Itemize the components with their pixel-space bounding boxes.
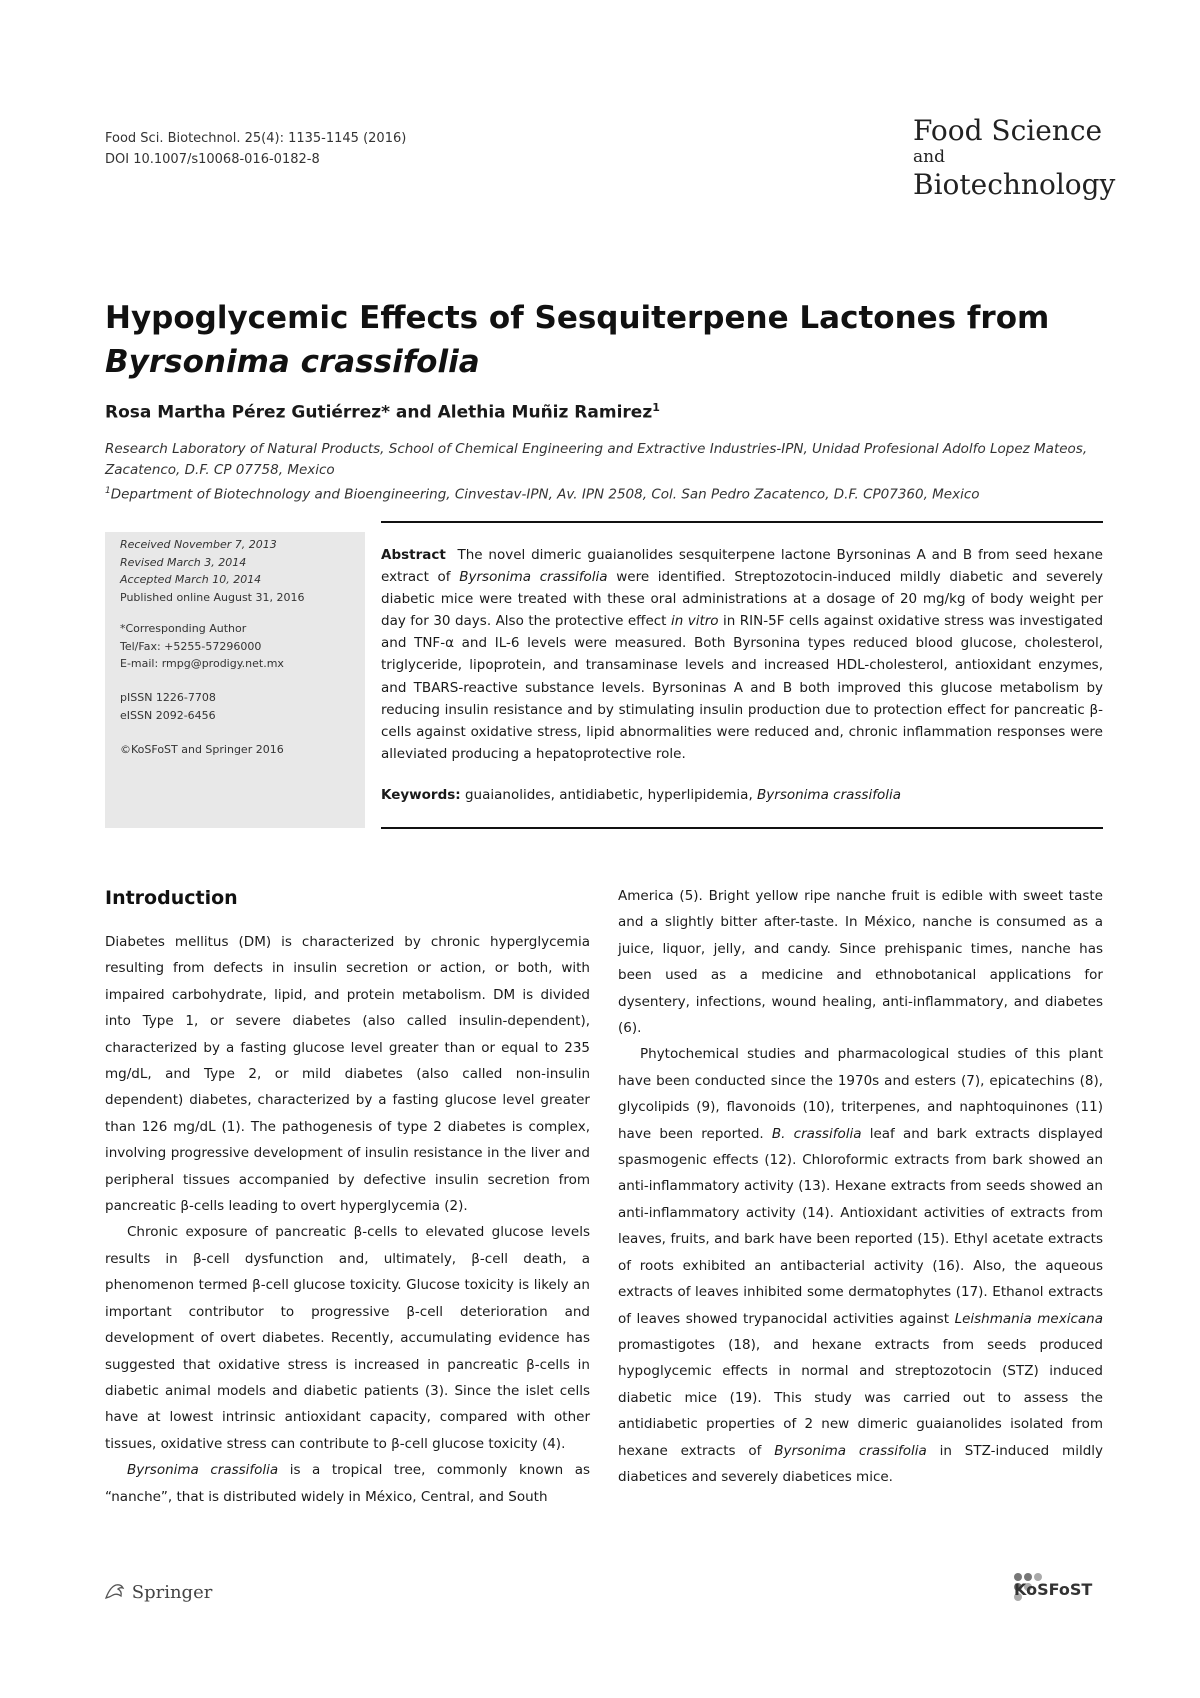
copyright: ©KoSFoST and Springer 2016 xyxy=(120,743,284,756)
affiliation-2-mark: 1 xyxy=(105,486,111,496)
history-block xyxy=(120,536,304,606)
author-list xyxy=(105,401,660,423)
affiliation-2 xyxy=(105,481,1105,506)
abstract xyxy=(381,544,1103,765)
journal-logo xyxy=(913,114,1115,201)
springer-logo xyxy=(104,1581,212,1603)
intro-paragraph-5d: in STZ-induced mildly diabetices and severely diabetices mice. xyxy=(618,1442,1104,1485)
received-date: Received November 7, 2013 xyxy=(120,538,277,551)
corresponding-label: *Corresponding Author xyxy=(120,622,247,635)
intro-paragraph-4: America (5). Bright yellow ripe nanche fruit is edible with sweet taste and a slightly bitter after-taste. In México, nanche is consumed as a juice, liquor, jelly, and candy. Since prehispanic times, nanche has been used as a medicine and ethnobotanical applications for dysentery, infections, wound healing, anti-inflammatory, and diabetes (6). xyxy=(618,888,1103,1037)
article-info-sidebar xyxy=(105,532,365,828)
kosfost-wordmark: KoSFoST xyxy=(1014,1580,1093,1599)
author-names: Rosa Martha Pérez Gutiérrez* and Alethia Muñiz Ramirez xyxy=(105,402,653,423)
journal-name-line-2: and xyxy=(913,147,945,167)
body-column-right xyxy=(618,883,1103,1490)
intro-paragraph-3 xyxy=(105,1457,590,1510)
abstract-bottom-rule xyxy=(381,827,1103,829)
intro-paragraph-1: Diabetes mellitus (DM) is characterized by chronic hyperglycemia resulting from defects in insulin secretion or action, or both, with impaired carbohydrate, lipid, and protein metabolism. DM is divided into Type 1, or severe diabetes (also called insulin-dependent), characterized by a fasting glucose level greater than or equal to 235 mg/dL, and Type 2, or mild diabetes (also called non-insulin dependent) diabetes, characterized by a fasting glucose level greater than 126 mg/dL (1). The pathogenesis of type 2 diabetes is complex, involving progressive development of insulin resistance in the liver and peripheral tissues accompanied by defective insulin secretion from pancreatic β-cells leading to overt hyperglycemia (2). xyxy=(105,934,590,1215)
citation-block xyxy=(105,128,406,170)
species-name: Byrsonima crassifolia xyxy=(127,1462,279,1479)
intro-paragraph-3-text: is a tropical tree, commonly known as “nanche”, that is distributed widely in México, Central, and South xyxy=(105,1462,590,1505)
eissn: eISSN 2092-6456 xyxy=(120,708,216,722)
journal-name-line-3: Biotechnology xyxy=(913,168,1116,201)
affiliation-mark: 1 xyxy=(652,401,660,414)
issn-block xyxy=(120,689,216,724)
abstract-label: Abstract xyxy=(381,547,446,563)
accepted-date: Accepted March 10, 2014 xyxy=(120,573,262,586)
abstract-species: Byrsonima crassifolia xyxy=(459,569,608,586)
doi-line: DOI 10.1007/s10068-016-0182-8 xyxy=(105,152,320,167)
keywords xyxy=(381,787,901,803)
copyright-block xyxy=(120,741,284,759)
leishmania-name: Leishmania mexicana xyxy=(954,1310,1103,1327)
intro-paragraph-5c: promastigotes (18), and hexane extracts from seeds produced hypoglycemic effects in normal and streptozotocin (STZ) induced diabetic mice (19). This study was carried out to assess the antidiabetic properties of 2 new dimeric guaianolides isolated from hexane extracts of xyxy=(618,1336,1103,1459)
journal-name-line-1: Food Science xyxy=(913,114,1103,147)
keywords-species: Byrsonima crassifolia xyxy=(757,787,901,803)
abstract-top-rule xyxy=(381,521,1103,523)
intro-paragraph-5a: Phytochemical studies and pharmacological studies of this plant have been conducted since the 1970s and esters (7), epicatechins (8), glycolipids (9), flavonoids (10), triterpenes, and naphtoquinones (11) have been reported. xyxy=(618,1046,1103,1142)
intro-paragraph-5 xyxy=(618,1041,1103,1490)
abstract-text-1: The novel dimeric guaianolides sesquiterpene lactone Byrsoninas A and B from seed hexane extract of xyxy=(381,547,1103,586)
published-date: Published online August 31, 2016 xyxy=(120,590,305,604)
species-abbrev: B. crassifolia xyxy=(771,1125,862,1142)
revised-date: Revised March 3, 2014 xyxy=(120,555,247,569)
abstract-in-vitro: in vitro xyxy=(670,613,719,630)
title-main: Hypoglycemic Effects of Sesquiterpene Lactones from xyxy=(105,300,1050,336)
tel-fax: Tel/Fax: +5255-57296000 xyxy=(120,639,262,653)
affiliation-1: Research Laboratory of Natural Products, School of Chemical Engineering and Extractive Industries-IPN, Unidad Profesional Adolfo Lopez Mateos, Zacatenco, D.F. CP 07758, Mexico xyxy=(105,441,1088,478)
abstract-text-2: were identified. Streptozotocin-induced mildly diabetic and severely diabetic mice were treated with these oral administrations at a dosage of 20 mg/kg of body weight per day for 30 days. Also the protective effect xyxy=(381,569,1104,630)
springer-wordmark: Springer xyxy=(131,1582,213,1603)
citation-line: Food Sci. Biotechnol. 25(4): 1135-1145 (2016) xyxy=(105,131,407,146)
section-heading-introduction: Introduction xyxy=(105,887,238,909)
pissn: pISSN 1226-7708 xyxy=(120,691,216,704)
keywords-text: guaianolides, antidiabetic, hyperlipidemia, xyxy=(460,787,758,803)
abstract-text-3: in RIN-5F cells against oxidative stress was investigated and TNF-α and IL-6 levels were measured. Both Byrsonina types reduced blood glucose, cholesterol, triglyceride, lipoprotein, and transaminase levels and increased HDL-cholesterol, antioxidant enzymes, and TBARS-reactive substance levels. Byrsoninas A and B both improved this glucose metabolism by reducing insulin resistance and by stimulating insulin production due to protection effect for pancreatic β-cells against oxidative stress, lipid abnormalities were reduced and, chronic inflammation responses were alleviated producing a hepatoprotective role. xyxy=(381,613,1104,762)
title-species: Byrsonima crassifolia xyxy=(105,344,480,380)
paper-title xyxy=(105,296,1105,384)
body-column-left xyxy=(105,929,590,1510)
intro-paragraph-2: Chronic exposure of pancreatic β-cells to elevated glucose levels results in β-cell dysfunction and, ultimately, β-cell death, a phenomenon termed β-cell glucose toxicity. Glucose toxicity is likely an important contributor to progressive β-cell deterioration and development of overt diabetes. Recently, accumulating evidence has suggested that oxidative stress is increased in pancreatic β-cells in diabetic animal models and diabetic patients (3). Since the islet cells have at lowest intrinsic antioxidant capacity, compared with other tissues, oxidative stress can contribute to β-cell glucose toxicity (4). xyxy=(105,1224,590,1452)
species-name-2: Byrsonima crassifolia xyxy=(774,1442,927,1459)
springer-horse-icon xyxy=(104,1581,126,1601)
intro-paragraph-5b: leaf and bark extracts displayed spasmogenic effects (12). Chloroformic extracts from bark showed an anti-inflammatory activity (13). Hexane extracts from seeds showed an anti-inflammatory activity (14). Antioxidant activities of extracts from leaves, fruits, and bark have been reported (15). Ethyl acetate extracts of roots exhibited an antibacterial activity (16). Also, the aqueous extracts of leaves inhibited some dermatophytes (17). Ethanol extracts of leaves showed trypanocidal activities against xyxy=(618,1125,1103,1327)
keywords-label: Keywords: xyxy=(381,787,461,803)
affiliation-2-text: Department of Biotechnology and Bioengineering, Cinvestav-IPN, Av. IPN 2508, Col. San Pedro Zacatenco, D.F. CP07360, Mexico xyxy=(110,486,980,503)
contact-block xyxy=(120,620,284,673)
email: E-mail: rmpg@prodigy.net.mx xyxy=(120,657,284,670)
affiliations xyxy=(105,439,1105,506)
